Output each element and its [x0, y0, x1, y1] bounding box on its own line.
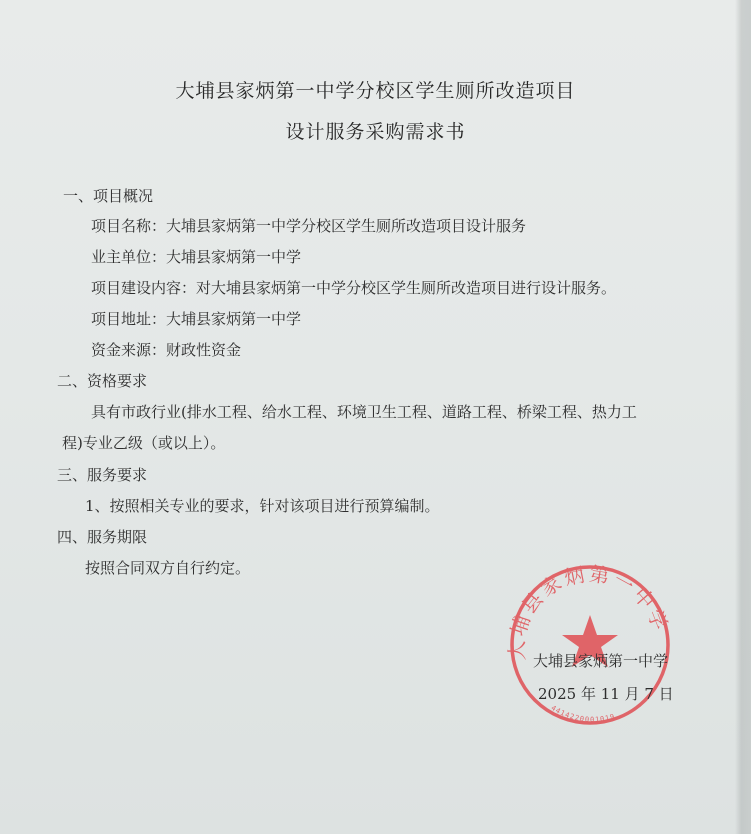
project-content: 项目建设内容：对大埔县家炳第一中学分校区学生厕所改造项目进行设计服务。 [91, 279, 617, 297]
section1-heading: 一、项目概况 [63, 187, 154, 205]
owner-unit: 业主单位：大埔县家炳第一中学 [91, 248, 302, 266]
svg-text:4414220001019 [550, 704, 617, 724]
service-period: 按照合同双方自行约定。 [85, 559, 251, 577]
funding-source: 资金来源：财政性资金 [91, 341, 242, 359]
section3-heading: 三、服务要求 [57, 466, 148, 484]
signature-org: 大埔县家炳第一中学 [533, 652, 669, 670]
section2-heading: 二、资格要求 [57, 372, 148, 390]
document-title-line2: 设计服务采购需求书 [285, 121, 466, 143]
service-requirement: 1、按照相关专业的要求，针对该项目进行预算编制。 [85, 497, 440, 515]
seal-text: 大埔县家炳第一中学 [505, 561, 674, 661]
official-seal-stamp [505, 560, 675, 730]
qualification-line1: 具有市政行业(排水工程、给水工程、环境卫生工程、道路工程、桥梁工程、热力工 [91, 403, 637, 421]
project-name: 项目名称：大埔县家炳第一中学分校区学生厕所改造项目设计服务 [91, 217, 527, 235]
document-title-line1: 大埔县家炳第一中学分校区学生厕所改造项目 [175, 80, 576, 102]
section4-heading: 四、服务期限 [57, 528, 148, 546]
signature-date: 2025 年 11 月 7 日 [538, 685, 674, 703]
seal-code: 4414220001019 [549, 703, 617, 724]
project-address: 项目地址：大埔县家炳第一中学 [91, 310, 302, 328]
qualification-line2: 程)专业乙级（或以上）。 [62, 434, 226, 452]
